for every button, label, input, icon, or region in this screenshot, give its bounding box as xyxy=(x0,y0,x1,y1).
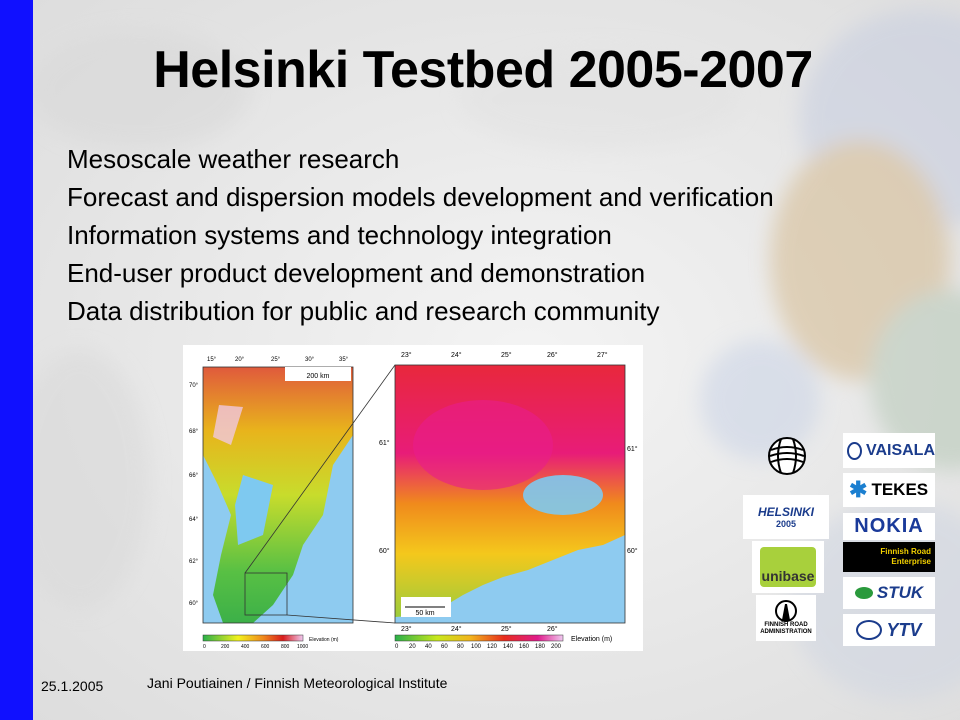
lon-label: 20° xyxy=(235,357,245,363)
elev-tick: 180 xyxy=(535,644,546,650)
left-accent-bar xyxy=(0,0,33,720)
elev-tick: 400 xyxy=(241,644,250,650)
lon-label: 24° xyxy=(451,626,462,633)
lat-label: 70° xyxy=(189,383,199,389)
fra-line1: FINNISH ROAD xyxy=(764,622,808,628)
lat-label: 62° xyxy=(189,559,199,565)
bullet-item: End-user product development and demonstration xyxy=(67,258,646,288)
nokia-logo xyxy=(843,513,935,540)
footer-author: Jani Poutiainen / Finnish Meteorological Institute xyxy=(147,675,448,691)
lon-label: 30° xyxy=(305,357,315,363)
elev-tick: 60 xyxy=(441,644,448,650)
lon-label: 26° xyxy=(547,352,558,359)
tekes-logo xyxy=(843,473,935,507)
unibase-text: unibase xyxy=(761,568,815,584)
helsinki-2005-logo xyxy=(743,495,829,539)
lon-label: 15° xyxy=(207,357,217,363)
tekes-text: TEKES xyxy=(871,480,929,499)
elevation-maps xyxy=(183,345,643,651)
vaisala-text: VAISALA xyxy=(865,441,935,459)
lat-label: 60° xyxy=(189,601,199,607)
elev-tick: 0 xyxy=(395,644,399,650)
fra-line2: ADMINISTRATION xyxy=(760,629,812,635)
road-icon xyxy=(773,600,799,622)
elev-tick: 20 xyxy=(409,644,416,650)
lon-label: 23° xyxy=(401,352,412,359)
bullet-item: Forecast and dispersion models development and verification xyxy=(67,182,774,212)
footer-date: 25.1.2005 xyxy=(41,678,104,694)
elev-tick: 200 xyxy=(551,644,562,650)
unibase-logo xyxy=(752,541,824,593)
lat-label: 60° xyxy=(379,548,390,555)
ytv-logo xyxy=(843,614,935,646)
left-map-panel xyxy=(189,357,353,650)
elev-tick: 600 xyxy=(261,644,270,650)
elev-label: Elevation (m) xyxy=(571,636,613,643)
lon-label: 25° xyxy=(501,626,512,633)
lat-label: 61° xyxy=(627,446,638,453)
bullet-item: Data distribution for public and research community xyxy=(67,296,660,326)
lat-label: 66° xyxy=(189,473,199,479)
elev-tick: 160 xyxy=(519,644,530,650)
left-scale-label: 200 km xyxy=(306,373,330,380)
elev-tick: 100 xyxy=(471,644,482,650)
elev-tick: 40 xyxy=(425,644,432,650)
elev-tick: 800 xyxy=(281,644,290,650)
lon-label: 35° xyxy=(339,357,349,363)
lon-label: 25° xyxy=(501,352,512,359)
bullet-item: Mesoscale weather research xyxy=(67,144,400,174)
slide-title: Helsinki Testbed 2005-2007 xyxy=(153,41,813,99)
elev-tick: 140 xyxy=(503,644,514,650)
lon-label: 27° xyxy=(597,352,608,359)
ytv-text: YTV xyxy=(886,619,922,640)
nokia-text: NOKIA xyxy=(854,515,924,537)
elev-tick: 1000 xyxy=(297,644,309,650)
stuk-swoosh-icon xyxy=(855,587,873,599)
helsinki-year: 2005 xyxy=(775,519,797,529)
tekes-star-icon: ✱ xyxy=(849,477,868,502)
ytv-emblem-icon xyxy=(856,620,882,640)
lat-label: 60° xyxy=(627,548,638,555)
stuk-logo xyxy=(843,577,935,609)
lat-label: 61° xyxy=(379,440,390,447)
elev-tick: 200 xyxy=(221,644,230,650)
vaisala-logo xyxy=(843,433,935,468)
lon-label: 25° xyxy=(271,357,281,363)
finnish-road-enterprise-logo xyxy=(843,542,935,572)
elev-tick: 80 xyxy=(457,644,464,650)
lat-label: 64° xyxy=(189,517,199,523)
fre-line2: Enterprise xyxy=(891,557,931,566)
helsinki-text: HELSINKI xyxy=(757,505,814,519)
fre-line1: Finnish Road xyxy=(880,547,931,556)
lon-label: 26° xyxy=(547,626,558,633)
right-scale-label: 50 km xyxy=(415,610,435,617)
lon-label: 24° xyxy=(451,352,462,359)
lat-label: 68° xyxy=(189,429,199,435)
bullet-list xyxy=(67,140,774,330)
right-map-panel xyxy=(379,351,638,650)
bullet-item: Information systems and technology integration xyxy=(67,220,612,250)
finnish-road-administration-logo xyxy=(756,595,816,641)
stuk-text: STUK xyxy=(876,583,924,602)
elev-tick: 120 xyxy=(487,644,498,650)
elev-label: Elevation (m) xyxy=(309,637,339,643)
fmi-globe-icon xyxy=(767,436,807,476)
elev-tick: 0 xyxy=(203,644,206,650)
lon-label: 23° xyxy=(401,626,412,633)
fmi-logo xyxy=(767,436,807,476)
